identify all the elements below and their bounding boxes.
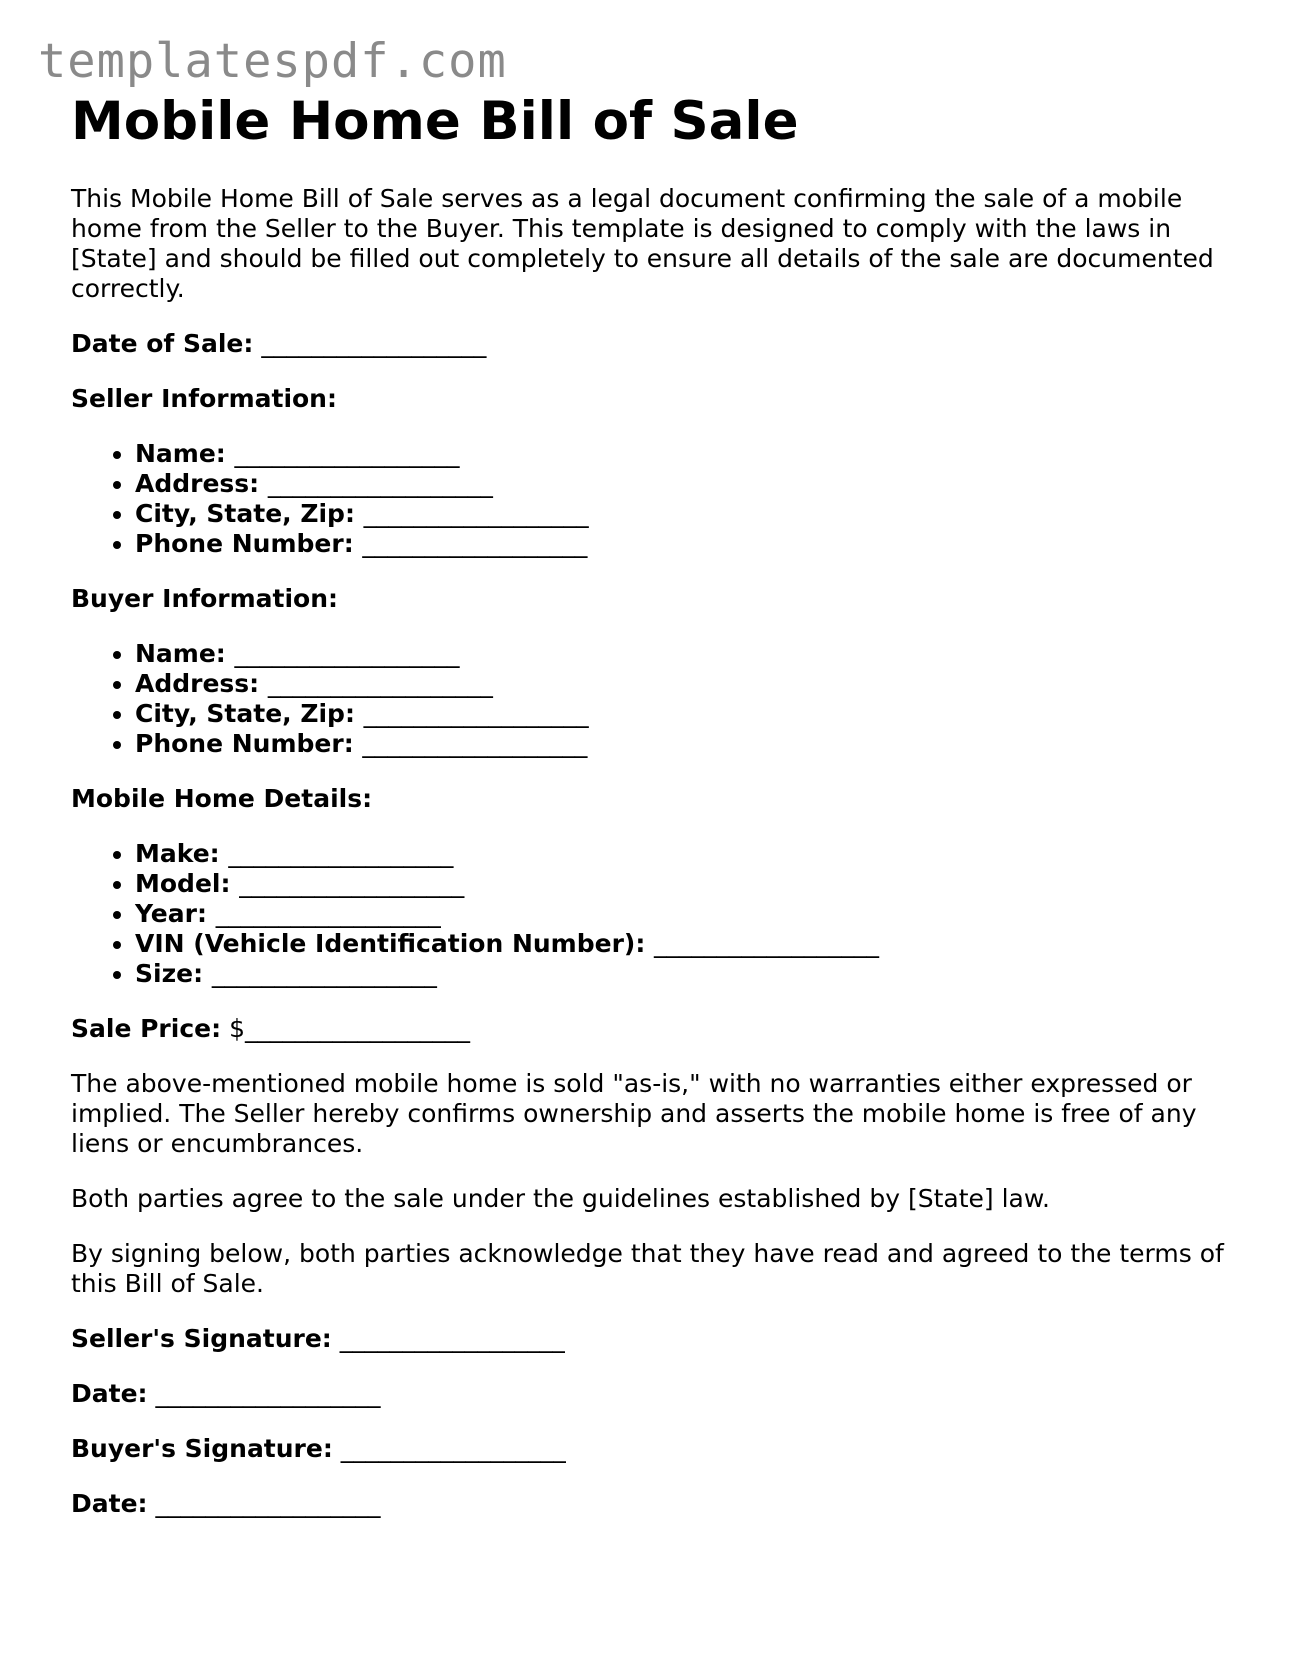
buyer-address-label: Address: [135, 669, 260, 698]
seller-signature-label: Seller's Signature: [71, 1324, 332, 1353]
year-item [135, 899, 1231, 929]
buyer-signature-blank[interactable]: __________________ [340, 1434, 566, 1463]
size-item [135, 959, 1231, 989]
acknowledge-paragraph: By signing below, both parties acknowledge that they have read and agreed to the terms of this Bill of Sale. [71, 1239, 1224, 1298]
seller-city-label: City, State, Zip: [135, 499, 355, 528]
vin-label: VIN (Vehicle Identification Number): [135, 929, 646, 958]
buyer-date-field [71, 1489, 1231, 1519]
seller-info-heading: Seller Information: [71, 384, 337, 413]
size-blank[interactable]: __________________ [211, 959, 437, 988]
make-label: Make: [135, 839, 220, 868]
seller-signature-field [71, 1324, 1231, 1354]
seller-date-field [71, 1379, 1231, 1409]
sale-price-blank[interactable]: __________________ [244, 1014, 470, 1043]
model-blank[interactable]: __________________ [239, 869, 465, 898]
date-of-sale-label: Date of Sale: [71, 329, 254, 358]
seller-date-blank[interactable]: __________________ [155, 1379, 381, 1408]
seller-date-label: Date: [71, 1379, 148, 1408]
seller-name-label: Name: [135, 439, 226, 468]
seller-address-blank[interactable]: __________________ [267, 469, 493, 498]
seller-phone-label: Phone Number: [135, 529, 354, 558]
seller-phone-item [135, 529, 1231, 559]
buyer-info-heading: Buyer Information: [71, 584, 339, 613]
mobile-home-details-heading: Mobile Home Details: [71, 784, 373, 813]
as-is-paragraph: The above-mentioned mobile home is sold "as-is," with no warranties either expressed or implied. The Seller hereby confirms ownership and asserts the mobile home is free of any liens or encumbrances. [71, 1069, 1197, 1158]
seller-address-label: Address: [135, 469, 260, 498]
seller-name-blank[interactable]: __________________ [234, 439, 460, 468]
buyer-address-blank[interactable]: __________________ [267, 669, 493, 698]
model-label: Model: [135, 869, 231, 898]
seller-phone-blank[interactable]: __________________ [362, 529, 588, 558]
buyer-city-blank[interactable]: __________________ [363, 699, 589, 728]
buyer-phone-label: Phone Number: [135, 729, 354, 758]
model-item [135, 869, 1231, 899]
year-blank[interactable]: __________________ [215, 899, 441, 928]
seller-name-item [135, 439, 1231, 469]
buyer-date-label: Date: [71, 1489, 148, 1518]
buyer-phone-blank[interactable]: __________________ [362, 729, 588, 758]
currency-symbol: $ [229, 1014, 245, 1043]
date-of-sale-blank[interactable]: __________________ [261, 329, 487, 358]
year-label: Year: [135, 899, 207, 928]
size-label: Size: [135, 959, 204, 988]
seller-city-item [135, 499, 1231, 529]
watermark: templatespdf.com [38, 34, 507, 89]
buyer-city-item [135, 699, 1231, 729]
seller-signature-blank[interactable]: __________________ [339, 1324, 565, 1353]
sale-price-label: Sale Price: [71, 1014, 222, 1043]
intro-paragraph: This Mobile Home Bill of Sale serves as a legal document confirming the sale of a mobile home from the Seller to the Buyer. This template is designed to comply with the laws in [State] and should be filled out completely to ensure all details of the sale are documented correctly. [71, 184, 1214, 303]
agreement-paragraph: Both parties agree to the sale under the guidelines established by [State] law. [71, 1184, 1050, 1213]
buyer-date-blank[interactable]: __________________ [155, 1489, 381, 1518]
seller-city-blank[interactable]: __________________ [363, 499, 589, 528]
page-title: Mobile Home Bill of Sale [71, 91, 799, 152]
vin-item [135, 929, 1231, 959]
seller-info-list [71, 439, 1231, 559]
document-page [71, 90, 1231, 1519]
make-item [135, 839, 1231, 869]
buyer-city-label: City, State, Zip: [135, 699, 355, 728]
buyer-address-item [135, 669, 1231, 699]
buyer-info-list [71, 639, 1231, 759]
buyer-name-item [135, 639, 1231, 669]
vin-blank[interactable]: __________________ [654, 929, 880, 958]
buyer-name-label: Name: [135, 639, 226, 668]
buyer-name-blank[interactable]: __________________ [234, 639, 460, 668]
mobile-home-details-list [71, 839, 1231, 989]
make-blank[interactable]: __________________ [228, 839, 454, 868]
sale-price-field [71, 1014, 1231, 1044]
buyer-signature-field [71, 1434, 1231, 1464]
seller-address-item [135, 469, 1231, 499]
date-of-sale-field [71, 329, 1231, 359]
buyer-phone-item [135, 729, 1231, 759]
buyer-signature-label: Buyer's Signature: [71, 1434, 333, 1463]
